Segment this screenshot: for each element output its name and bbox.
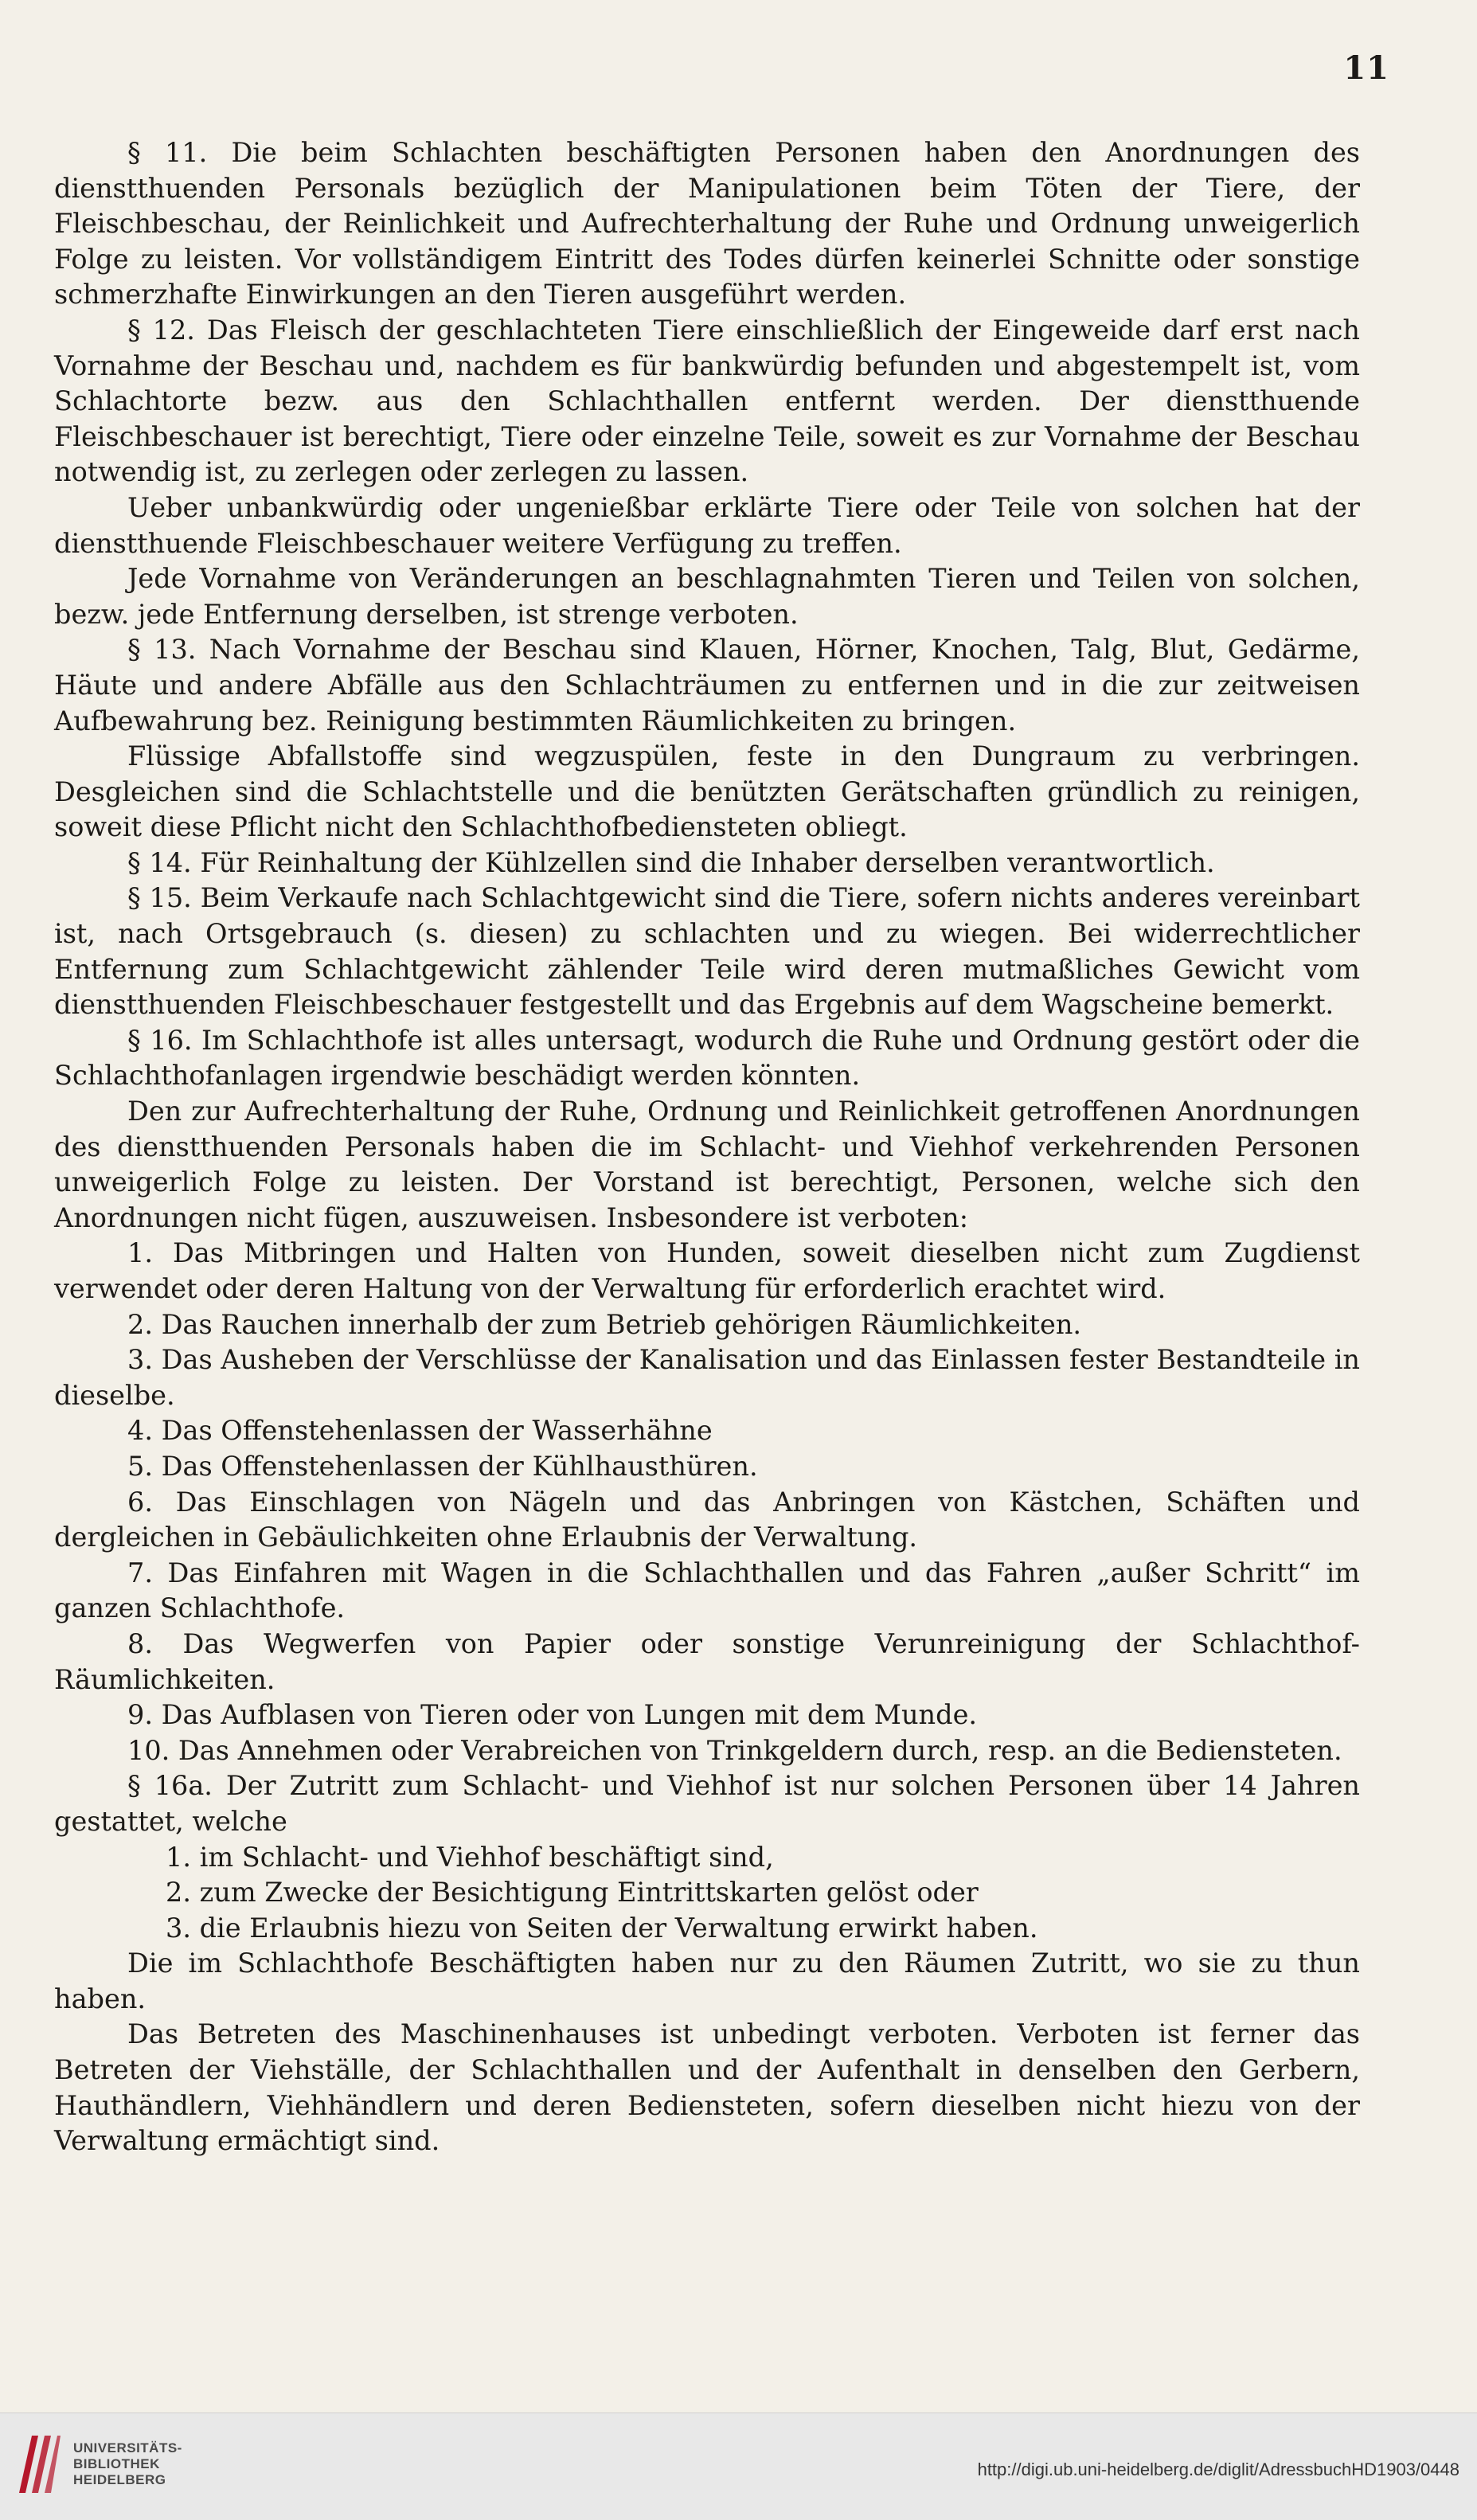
- paragraph: Ueber unbankwürdig oder ungenießbar erklärte Tiere oder Teile von solchen hat der dienstthuende Fleischbeschauer weitere Verfügung zu treffen.: [54, 491, 1360, 559]
- sub-list-item: 2. zum Zwecke der Besichtigung Eintrittskarten gelöst oder: [166, 1877, 979, 1909]
- list-item: 4. Das Offenstehenlassen der Wasserhähne: [127, 1415, 713, 1447]
- page-number: 11: [1343, 49, 1389, 87]
- source-url-link[interactable]: http://digi.ub.uni-heidelberg.de/diglit/AdressbuchHD1903/0448: [977, 2459, 1459, 2479]
- list-item: 2. Das Rauchen innerhalb der zum Betrieb gehörigen Räumlichkeiten.: [127, 1308, 1082, 1340]
- list-item: 1. Das Mitbringen und Halten von Hunden, soweit dieselben nicht zum Zugdienst verwendet oder deren Haltung von der Verwaltung für erforderlich erachtet wird.: [54, 1237, 1360, 1304]
- paragraph: Jede Vornahme von Veränderungen an beschlagnahmten Tieren und Teilen von solchen, bezw. jede Entfernung derselben, ist strenge verboten.: [54, 563, 1360, 630]
- list-item: 8. Das Wegwerfen von Papier oder sonstige Verunreinigung der Schlachthof-Räumlichkeiten.: [54, 1627, 1360, 1695]
- paragraph: Flüssige Abfallstoffe sind wegzuspülen, feste in den Dungraum zu verbringen. Desgleichen sind die Schlachtstelle und die benützten Gerätschaften gründlich zu reinigen, soweit diese Pflicht nicht den Schlachthofbediensteten obliegt.: [54, 740, 1360, 843]
- paragraph: § 13. Nach Vornahme der Beschau sind Klauen, Hörner, Knochen, Talg, Blut, Gedärme, Häute und andere Abfälle aus den Schlachträumen zu entfernen und in die zur zeitweisen Aufbewahrung bez. Reinigung bestimmten Räumlichkeiten zu bringen.: [54, 634, 1360, 736]
- body-text: [54, 135, 1360, 2159]
- logo-line: HEIDELBERG: [73, 2472, 166, 2487]
- library-logo-text: [73, 2440, 182, 2488]
- sub-list-item: 3. die Erlaubnis hiezu von Seiten der Verwaltung erwirkt haben.: [166, 1912, 1038, 1944]
- list-item: 5. Das Offenstehenlassen der Kühlhausthüren.: [127, 1450, 758, 1482]
- paragraph: § 16a. Der Zutritt zum Schlacht- und Viehhof ist nur solchen Personen über 14 Jahren gestattet, welche: [54, 1770, 1360, 1837]
- paragraph: § 12. Das Fleisch der geschlachteten Tiere einschließlich der Eingeweide darf erst nach Vornahme der Beschau und, nachdem es für bankwürdig befunden und abgestempelt ist, vom Schlachtorte bezw. aus den Schlachthallen entfernt werden. Der dienstthuende Fleischbeschauer ist berechtigt, Tiere oder einzelne Teile, soweit es zur Vornahme der Beschau notwendig ist, zu zerlegen oder zerlegen zu lassen.: [54, 314, 1360, 488]
- paragraph: Das Betreten des Maschinenhauses ist unbedingt verboten. Verboten ist ferner das Betreten der Viehställe, der Schlachthallen und der Aufenthalt in denselben den Gerbern, Hauthändlern, Viehhändlern und deren Bediensteten, sofern dieselben nicht hiezu von der Verwaltung ermächtigt sind.: [54, 2018, 1360, 2157]
- library-logo[interactable]: [14, 2431, 182, 2498]
- paragraph: Die im Schlachthofe Beschäftigten haben nur zu den Räumen Zutritt, wo sie zu thun haben.: [54, 1948, 1360, 2014]
- list-item: 3. Das Ausheben der Verschlüsse der Kanalisation und das Einlassen fester Bestandteile in dieselbe.: [54, 1344, 1360, 1411]
- list-item: 6. Das Einschlagen von Nägeln und das Anbringen von Kästchen, Schäften und dergleichen in Gebäulichkeiten ohne Erlaubnis der Verwaltung.: [54, 1486, 1360, 1553]
- paragraph: § 15. Beim Verkaufe nach Schlachtgewicht sind die Tiere, sofern nichts anderes vereinbart ist, nach Ortsgebrauch (s. diesen) zu schlachten und zu wiegen. Bei widerrechtlicher Entfernung zum Schlachtgewicht zählender Teile wird deren mutmaßliches Gewicht vom dienstthuenden Fleischbeschauer festgestellt und das Ergebnis auf dem Wagscheine bemerkt.: [54, 882, 1360, 1021]
- logo-line: BIBLIOTHEK: [73, 2456, 160, 2471]
- list-item: 9. Das Aufblasen von Tieren oder von Lungen mit dem Munde.: [127, 1699, 978, 1731]
- paragraph: § 14. Für Reinhaltung der Kühlzellen sind die Inhaber derselben verantwortlich.: [127, 846, 1215, 878]
- paragraph: Den zur Aufrechterhaltung der Ruhe, Ordnung und Reinlichkeit getroffenen Anordnungen des dienstthuenden Personals haben die im Schlacht- und Viehhof verkehrenden Personen unweigerlich Folge zu leisten. Der Vorstand ist berechtigt, Personen, welche sich den Anordnungen nicht fügen, auszuweisen. Insbesondere ist verboten:: [54, 1096, 1360, 1233]
- library-logo-icon: [14, 2431, 62, 2498]
- logo-line: UNIVERSITÄTS-: [73, 2440, 182, 2456]
- paragraph: § 16. Im Schlachthofe ist alles untersagt, wodurch die Ruhe und Ordnung gestört oder die Schlachthofanlagen irgendwie beschädigt werden könnten.: [54, 1024, 1360, 1092]
- sub-list-item: 1. im Schlacht- und Viehhof beschäftigt sind,: [166, 1841, 774, 1873]
- footer-bar: [0, 2413, 1477, 2520]
- list-item: 10. Das Annehmen oder Verabreichen von Trinkgeldern durch, resp. an die Bediensteten.: [127, 1734, 1342, 1766]
- list-item: 7. Das Einfahren mit Wagen in die Schlachthallen und das Fahren „außer Schritt“ im ganzen Schlachthofe.: [54, 1557, 1360, 1624]
- paragraph: § 11. Die beim Schlachten beschäftigten Personen haben den Anordnungen des dienstthuenden Personals bezüglich der Manipulationen beim Töten der Tiere, der Fleischbeschau, der Reinlichkeit und Aufrechterhaltung der Ruhe und Ordnung unweigerlich Folge zu leisten. Vor vollständigem Eintritt des Todes dürfen keinerlei Schnitte oder sonstige schmerzhafte Einwirkungen an den Tieren ausgeführt werden.: [54, 137, 1360, 311]
